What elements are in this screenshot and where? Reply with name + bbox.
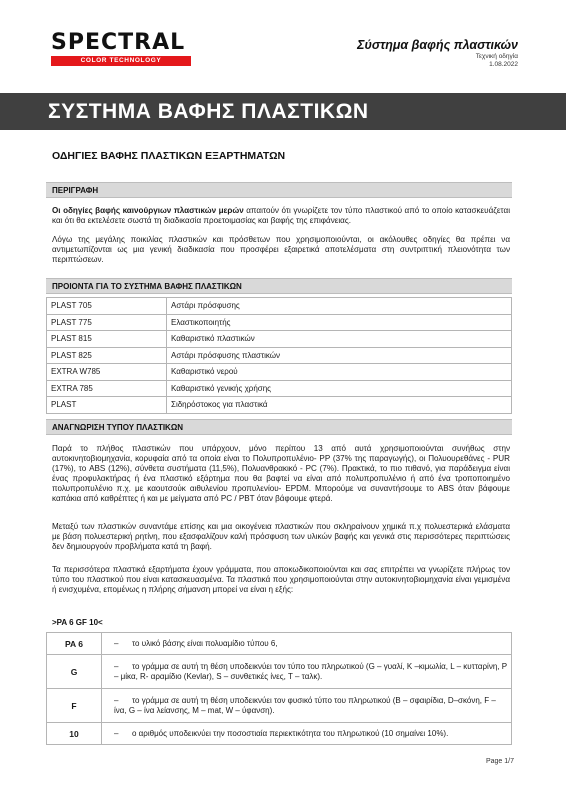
code-meaning-text: ο αριθμός υποδεικνύει την ποσοστιαία περιεκτικότητα του πληρωτικού (10 σημαίνει 10%). [132, 728, 449, 738]
code-key: F [47, 689, 102, 723]
logo-text: SPECTRAL [51, 30, 186, 55]
code-row [47, 655, 512, 689]
document-type: Τεχνική οδηγία [475, 53, 518, 60]
description-paragraph-1 [52, 206, 510, 226]
code-meaning-text: το γράμμα σε αυτή τη θέση υποδεικνύει τον τύπο του πληρωτικού (G – γυαλί, K –κιμωλία, L – κυτταρίνη, P – μίκα, R- αραμίδιο (Kevlar), S – συνθετικές ίνες, T – ταλκ). [114, 661, 507, 681]
code-legend-table [46, 632, 512, 745]
code-row [47, 633, 512, 655]
product-row [47, 380, 512, 397]
product-description: Καθαριστικό νερού [167, 364, 512, 381]
logo-tagline: COLOR TECHNOLOGY [51, 56, 191, 66]
code-row [47, 689, 512, 723]
section-heading-label: ΠΡΟΙΟΝΤΑ ΓΙΑ ΤΟ ΣΥΣΤΗΜΑ ΒΑΦΗΣ ΠΛΑΣΤΙΚΩΝ [52, 282, 242, 291]
code-key: PA 6 [47, 633, 102, 655]
spectral-logo [51, 32, 191, 66]
code-meaning [102, 723, 512, 745]
dash-mark: – [114, 638, 119, 648]
product-description: Σιδηρόστοκος για πλαστικά [167, 397, 512, 414]
product-description: Καθαριστικό γενικής χρήσης [167, 380, 512, 397]
identification-paragraph-1: Παρά το πλήθος πλαστικών που υπάρχουν, μόνο περίπου 13 από αυτά χρησιμοποιούνται συνήθως στην αυτοκινητοβιομηχανία, κορυφαία από τα οποία είναι το Πολυπροπυλένιο- PP (37% της παραγωγής), οι Πολυουρεθάνες - PUR (17%), το ABS (12%), σύνθετα συστήματα (11,5%), Πολυανθρακικό - PC (7%). Πρακτικά, το πιο πιθανό, για παράδειγμα είναι ένας προφυλακτήρας ή ένα πλαστικό εξάρτημα που θα βαφτεί να είναι από πολυπροπυλένιο ή από ένα τροποποιημένο πολυπροπυλένιο π.χ. με καουτσούκ αιθυλενίου προπυλενίου- EPDM. Μπορούμε να συναντήσουμε το ABS όταν βάφουμε καπάκια από καθρέπτες ή και με μείγματα από PC / PBT όταν βάφουμε φτερά. [52, 444, 510, 503]
code-example: >PA 6 GF 10< [52, 618, 103, 627]
product-description: Αστάρι πρόσφυσης πλαστικών [167, 347, 512, 364]
dash-mark: – [114, 661, 119, 671]
code-meaning-text: το γράμμα σε αυτή τη θέση υποδεικνύει τον φυσικό τύπο του πληρωτικού (B – σφαιρίδια, D–σκόνη, F – ίνα, G – ίνα λείανσης, M – mat, W – ύφανση). [114, 695, 496, 715]
code-meaning [102, 655, 512, 689]
section-heading-label: ΠΕΡΙΓΡΑΦΗ [52, 186, 99, 195]
code-meaning-text: το υλικό βάσης είναι πολυαμίδιο τύπου 6, [132, 638, 278, 648]
product-row [47, 298, 512, 315]
product-description: Ελαστικοποιητής [167, 314, 512, 331]
identification-paragraph-3: Τα περισσότερα πλαστικά εξαρτήματα έχουν γράμματα, που αποκωδικοποιούνται και σας επιτρέπει να γνωρίζετε πλήρως τον τύπο του πλαστικού που είναι κατασκευασμένα. Τα πλαστικά που χρησιμοποιούνται στην αυτοκινητοβιομηχανία είναι γεμισμένα ή ενισχυμένα, επομένως η πλήρης σήμανση μπορεί να είναι η εξής: [52, 565, 510, 594]
product-description: Αστάρι πρόσφυσης [167, 298, 512, 315]
section-heading-description [46, 182, 512, 198]
page-header [0, 0, 566, 90]
code-meaning [102, 633, 512, 655]
title-banner [0, 93, 566, 130]
identification-paragraph-2: Μεταξύ των πλαστικών συναντάμε επίσης και μια οικογένεια πλαστικών που σκληραίνουν χημικά π.χ πολυεστερικά ελάσματα με βάση πολυεστερική ρητίνη, που εξασφαλίζουν καλή πρόσφυση των υλικών βαφής και γενικά στις περισσότερες περιπτώσεις δεν δημιουργούν προβλήματα κατά τη βαφή. [52, 522, 510, 551]
code-key: G [47, 655, 102, 689]
product-code: PLAST 825 [47, 347, 167, 364]
code-key: 10 [47, 723, 102, 745]
product-row [47, 364, 512, 381]
document-info [357, 38, 518, 69]
section-heading-label: ΑΝΑΓΝΩΡΙΣΗ ΤΥΠΟΥ ΠΛΑΣΤΙΚΩΝ [52, 423, 184, 432]
product-row [47, 347, 512, 364]
banner-title: ΣΥΣΤΗΜΑ ΒΑΦΗΣ ΠΛΑΣΤΙΚΩΝ [48, 100, 369, 123]
product-code: PLAST 815 [47, 331, 167, 348]
product-code: EXTRA W785 [47, 364, 167, 381]
product-code: PLAST 775 [47, 314, 167, 331]
product-code: PLAST 705 [47, 298, 167, 315]
code-meaning [102, 689, 512, 723]
product-code: PLAST [47, 397, 167, 414]
dash-mark: – [114, 695, 119, 705]
description-bold-lead: Οι οδηγίες βαφής καινούργιων πλαστικών μερών [52, 206, 244, 215]
page-subtitle: ΟΔΗΓΙΕΣ ΒΑΦΗΣ ΠΛΑΣΤΙΚΩΝ ΕΞΑΡΤΗΜΑΤΩΝ [52, 150, 286, 162]
product-row [47, 331, 512, 348]
document-title: Σύστημα βαφής πλαστικών [357, 38, 518, 52]
dash-mark: – [114, 728, 119, 738]
document-date: 1.08.2022 [489, 61, 518, 68]
description-paragraph-2: Λόγω της μεγάλης ποικιλίας πλαστικών και πρόσθετων που χρησιμοποιούνται, οι ακόλουθες οδηγίες θα πρέπει να αντιμετωπίζονται ως μια γενική διαδικασία που προσφέρει εξαιρετικά αποτελέσματα στη συντριπτική πλειονότητα των περιπτώσεων. [52, 235, 510, 264]
page-number: Page 1/7 [485, 758, 514, 765]
product-row [47, 397, 512, 414]
section-heading-products [46, 278, 512, 294]
product-code: EXTRA 785 [47, 380, 167, 397]
product-row [47, 314, 512, 331]
products-table [46, 297, 512, 414]
code-row [47, 723, 512, 745]
section-heading-identification [46, 419, 512, 435]
description-text: απαιτούν ότι γνωρίζετε τον τύπο πλαστικού από το οποίο κατασκευάζεται και ότι θα εκτελέσετε σωστά τη διαδικασία προετοιμασίας και βαφής της επιφάνειας. [52, 206, 510, 225]
product-description: Καθαριστικό πλαστικών [167, 331, 512, 348]
